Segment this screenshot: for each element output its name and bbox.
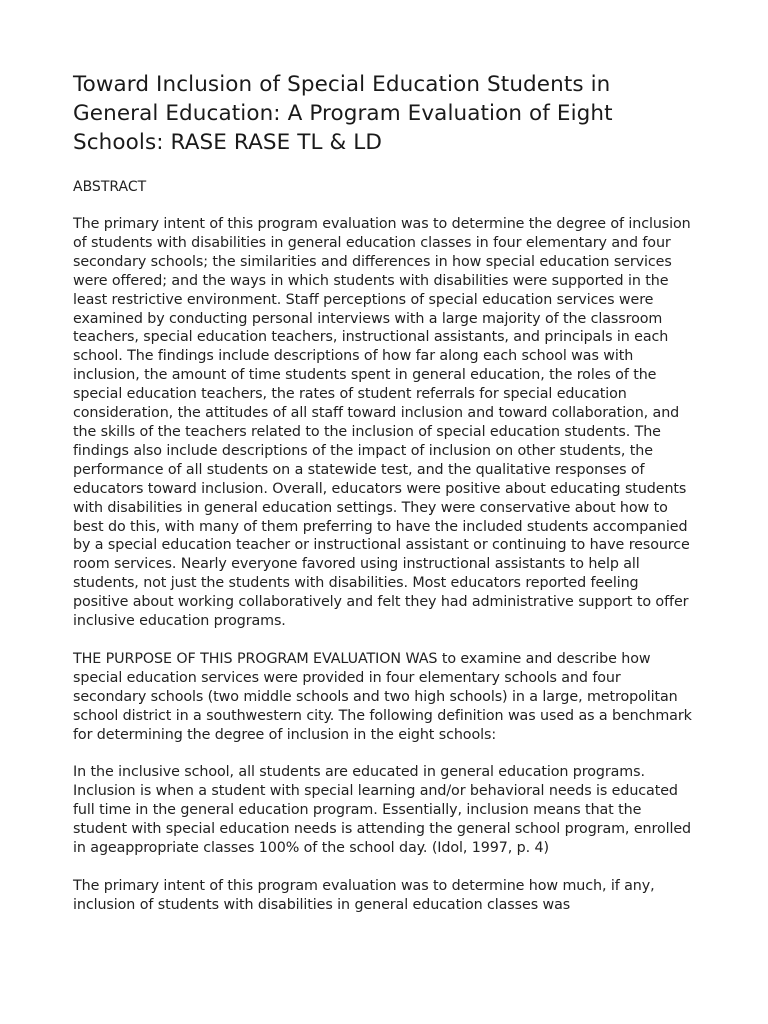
- abstract-paragraph: The primary intent of this program evaluation was to determine the degree of inclusion of students with disabilities in general education classes in four elementary and four secondary schools; the similarities and differences in how special education services were offered; and the ways in which students with disabilities were supported in the least restrictive environment. Staff perceptions of special education services were examined by conducting personal interviews with a large majority of the classroom teachers, special education teachers, instructional assistants, and principals in each school. The findings include descriptions of how far along each school was with inclusion, the amount of time students spent in general education, the roles of the special education teachers, the rates of student referrals for special education consideration, the attitudes of all staff toward inclusion and toward collaboration, and the skills of the teachers related to the inclusion of special education students. The findings also include descriptions of the impact of inclusion on other students, the performance of all students on a statewide test, and the qualitative responses of educators toward inclusion. Overall, educators were positive about educating students with disabilities in general education settings. They were conservative about how to best do this, with many of them preferring to have the included students accompanied by a special education teacher or instructional assistant or continuing to have resource room services. Nearly everyone favored using instructional assistants to help all students, not just the students with disabilities. Most educators reported feeling positive about working collaboratively and felt they had administrative support to offer inclusive education programs.: [73, 216, 691, 630]
- document-page: [73, 70, 695, 934]
- abstract-heading: ABSTRACT: [73, 179, 147, 195]
- inclusion-definition-paragraph: In the inclusive school, all students are educated in general education programs. Inclusion is when a student with special learning and/or behavioral needs is educated full time in the general education program. Essentially, inclusion means that the student with special education needs is attending the general school program, enrolled in ageappropriate classes 100% of the school day. (Idol, 1997, p. 4): [73, 764, 692, 857]
- purpose-paragraph: THE PURPOSE OF THIS PROGRAM EVALUATION WAS to examine and describe how special education services were provided in four elementary schools and four secondary schools (two middle schools and two high schools) in a large, metropolitan school district in a southwestern city. The following definition was used as a benchmark for determining the degree of inclusion in the eight schools:: [73, 650, 692, 743]
- document-title: Toward Inclusion of Special Education Students in General Education: A Program Evaluation of Eight Schools: RASE RASE TL & LD: [73, 72, 613, 155]
- intent-paragraph: The primary intent of this program evaluation was to determine how much, if any, inclusion of students with disabilities in general education classes was: [73, 878, 655, 913]
